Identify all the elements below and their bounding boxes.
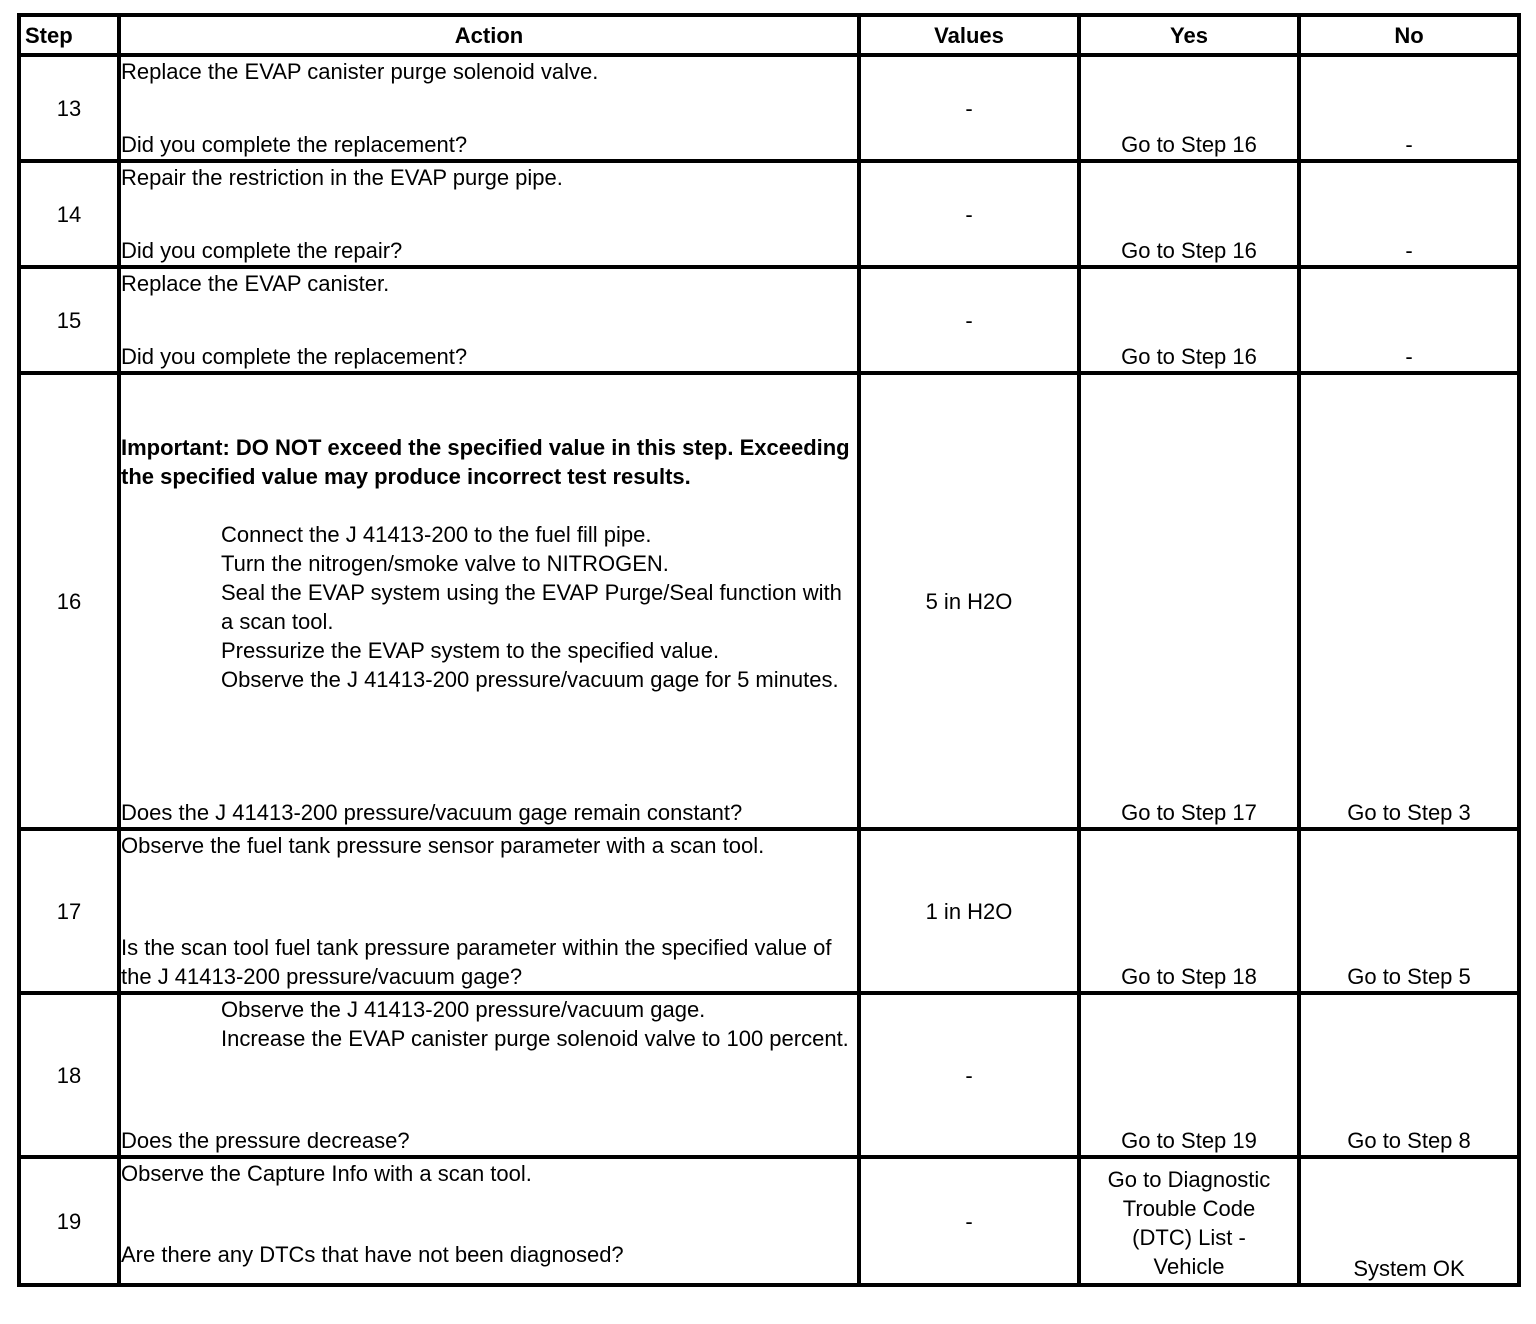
important-note: Important: DO NOT exceed the specified value in this step. Exceeding the specified value may produce incorrect test results. xyxy=(121,435,850,489)
value-cell: - xyxy=(859,161,1079,267)
action-cell xyxy=(119,993,859,1157)
yes-cell: Go to Step 16 xyxy=(1079,161,1299,267)
table-row xyxy=(19,267,1519,373)
table-row xyxy=(19,373,1519,829)
no-cell: Go to Step 8 xyxy=(1299,993,1519,1157)
step-number: 16 xyxy=(19,373,119,829)
step-number: 18 xyxy=(19,993,119,1157)
list-item: Observe the J 41413-200 pressure/vacuum gage for 5 minutes. xyxy=(221,667,839,692)
action-question: Did you complete the replacement? xyxy=(121,132,468,157)
no-cell: System OK xyxy=(1299,1157,1519,1285)
yes-cell: Go to Step 16 xyxy=(1079,55,1299,161)
list-item: Connect the J 41413-200 to the fuel fill pipe. xyxy=(221,522,652,547)
step-number: 13 xyxy=(19,55,119,161)
substep-list xyxy=(121,995,857,1053)
yes-cell: Go to Step 19 xyxy=(1079,993,1299,1157)
step-number: 19 xyxy=(19,1157,119,1285)
header-yes: Yes xyxy=(1079,15,1299,55)
value-cell: - xyxy=(859,267,1079,373)
action-question: Does the pressure decrease? xyxy=(121,1128,410,1153)
action-text: Replace the EVAP canister. xyxy=(121,271,390,296)
action-question: Does the J 41413-200 pressure/vacuum gage remain constant? xyxy=(121,800,743,825)
yes-cell: Go to Diagnostic Trouble Code (DTC) List - Vehicle xyxy=(1079,1157,1299,1285)
yes-cell: Go to Step 18 xyxy=(1079,829,1299,993)
action-text: Repair the restriction in the EVAP purge pipe. xyxy=(121,165,563,190)
step-number: 15 xyxy=(19,267,119,373)
table-row xyxy=(19,993,1519,1157)
list-item: Pressurize the EVAP system to the specified value. xyxy=(221,638,720,663)
no-cell: - xyxy=(1299,267,1519,373)
action-cell xyxy=(119,373,859,829)
action-text: Replace the EVAP canister purge solenoid valve. xyxy=(121,59,599,84)
list-item: Observe the J 41413-200 pressure/vacuum gage. xyxy=(221,997,706,1022)
no-cell: - xyxy=(1299,161,1519,267)
value-cell: - xyxy=(859,55,1079,161)
action-cell xyxy=(119,1157,859,1285)
value-cell: 5 in H2O xyxy=(859,373,1079,829)
header-no: No xyxy=(1299,15,1519,55)
action-question: Are there any DTCs that have not been diagnosed? xyxy=(121,1242,624,1267)
header-values: Values xyxy=(859,15,1079,55)
header-action: Action xyxy=(119,15,859,55)
header-step: Step xyxy=(19,15,119,55)
table-row xyxy=(19,161,1519,267)
action-text: Observe the fuel tank pressure sensor parameter with a scan tool. xyxy=(121,833,765,858)
no-cell: - xyxy=(1299,55,1519,161)
action-question: Did you complete the replacement? xyxy=(121,344,468,369)
action-cell xyxy=(119,55,859,161)
diagnostic-table xyxy=(17,13,1521,1287)
no-cell: Go to Step 5 xyxy=(1299,829,1519,993)
header-row xyxy=(19,15,1519,55)
yes-cell: Go to Step 17 xyxy=(1079,373,1299,829)
action-question: Is the scan tool fuel tank pressure parameter within the specified value of the J 41413-200 pressure/vacuum gage? xyxy=(121,935,832,989)
table-row xyxy=(19,55,1519,161)
action-text: Observe the Capture Info with a scan tool. xyxy=(121,1161,532,1186)
list-item: Increase the EVAP canister purge solenoid valve to 100 percent. xyxy=(221,1026,849,1051)
action-question: Did you complete the repair? xyxy=(121,238,403,263)
value-cell: 1 in H2O xyxy=(859,829,1079,993)
step-number: 14 xyxy=(19,161,119,267)
list-item: Turn the nitrogen/smoke valve to NITROGEN. xyxy=(221,551,669,576)
value-cell: - xyxy=(859,1157,1079,1285)
value-cell: - xyxy=(859,993,1079,1157)
action-body xyxy=(121,375,857,694)
substep-list xyxy=(121,520,857,694)
table-row xyxy=(19,1157,1519,1285)
yes-cell: Go to Step 16 xyxy=(1079,267,1299,373)
table-row xyxy=(19,829,1519,993)
action-cell xyxy=(119,829,859,993)
no-cell: Go to Step 3 xyxy=(1299,373,1519,829)
action-cell xyxy=(119,161,859,267)
list-item: Seal the EVAP system using the EVAP Purge/Seal function with a scan tool. xyxy=(221,580,842,634)
step-number: 17 xyxy=(19,829,119,993)
action-cell xyxy=(119,267,859,373)
